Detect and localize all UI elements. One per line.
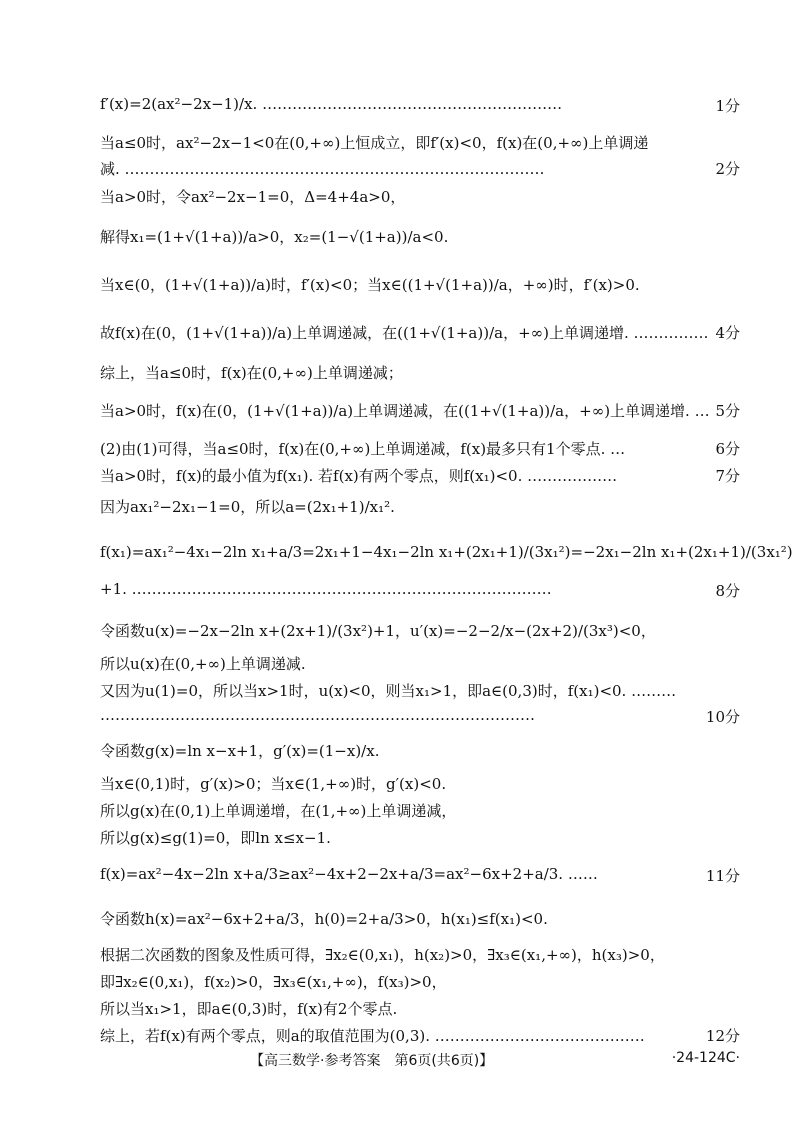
solution-line: 令函数g(x)=ln x−x+1，g′(x)=(1−x)/x.: [100, 742, 380, 760]
solution-line: 因为ax₁²−2x₁−1=0，所以a=(2x₁+1)/x₁².: [100, 498, 395, 516]
solution-line: 综上，当a≤0时，f(x)在(0,+∞)上单调递减；: [100, 364, 403, 382]
solution-line: 解得x₁=(1+√(1+a))/a>0，x₂=(1−√(1+a))/a<0.: [100, 228, 449, 246]
solution-line: f(x₁)=ax₁²−4x₁−2ln x₁+a/3=2x₁+1−4x₁−2ln x₁+(2x₁+1)/(3x₁²)=−2x₁−2ln x₁+(2x₁+1)/(3x₁²): [100, 543, 793, 561]
solution-line: 当a>0时，f(x)的最小值为f(x₁). 若f(x)有两个零点，则f(x₁)<0. ……………… 7分: [100, 467, 740, 485]
solution-line: 所以当x₁>1，即a∈(0,3)时，f(x)有2个零点.: [100, 1000, 398, 1018]
score-mark: 10分: [705, 708, 740, 726]
solution-line: 所以g(x)在(0,1)上单调递增，在(1,+∞)上单调递减，: [100, 802, 457, 820]
footer-title: 【高三数学·参考答案 第6页(共6页)】: [250, 1053, 494, 1069]
solution-line: 所以u(x)在(0,+∞)上单调递减.: [100, 655, 306, 673]
solution-line: +1. ………………………………………………………………………… 8分: [100, 580, 740, 600]
solution-line: 令函数h(x)=ax²−6x+2+a/3，h(0)=2+a/3>0，h(x₁)≤f(x₁)<0.: [100, 910, 548, 928]
solution-line: 令函数u(x)=−2x−2ln x+(2x+1)/(3x²)+1，u′(x)=−2−2/x−(2x+2)/(3x³)<0，: [100, 622, 656, 640]
solution-line: 即∃x₂∈(0,x₁)，f(x₂)>0，∃x₃∈(x₁,+∞)，f(x₃)>0，: [100, 973, 447, 991]
solution-line: 当x∈(0，(1+√(1+a))/a)时，f′(x)<0；当x∈((1+√(1+a))/a，+∞)时，f′(x)>0.: [100, 276, 640, 294]
solution-line: 综上，若f(x)有两个零点，则a的取值范围为(0,3). …………………………………… 12分: [100, 1027, 740, 1045]
footer-code: ·24-124C·: [671, 1050, 740, 1066]
solution-line: 又因为u(1)=0，所以当x>1时，u(x)<0，则当x₁>1，即a∈(0,3)时，f(x₁)<0. ………: [100, 682, 677, 700]
solution-line: 当a>0时，f(x)在(0，(1+√(1+a))/a)上单调递减，在((1+√(1+a))/a，+∞)上单调递增. … 5分: [100, 402, 740, 420]
solution-line: …………………………………………………………………………… 10分: [100, 706, 740, 726]
solution-line: 减. ………………………………………………………………………… 2分: [100, 160, 740, 178]
score-mark: 4分: [715, 324, 740, 342]
solution-line: 当a>0时，令ax²−2x−1=0，Δ=4+4a>0，: [100, 188, 406, 206]
solution-line: 当a≤0时，ax²−2x−1<0在(0,+∞)上恒成立，即f′(x)<0，f(x)在(0,+∞)上单调递: [100, 134, 649, 152]
score-mark: 6分: [715, 440, 740, 458]
score-mark: 11分: [705, 867, 740, 885]
solution-line: (2)由(1)可得，当a≤0时，f(x)在(0,+∞)上单调递减，f(x)最多只有1个零点. … 6分: [100, 440, 740, 458]
solution-line: 当x∈(0,1)时，g′(x)>0；当x∈(1,+∞)时，g′(x)<0.: [100, 775, 447, 793]
solution-line: 所以g(x)≤g(1)=0，即ln x≤x−1.: [100, 829, 331, 847]
score-mark: 8分: [715, 582, 740, 600]
score-mark: 12分: [705, 1027, 740, 1045]
solution-line: f(x)=ax²−4x−2ln x+a/3≥ax²−4x+2−2x+a/3=ax²−6x+2+a/3. …… 11分: [100, 865, 740, 885]
solution-line: 根据二次函数的图象及性质可得，∃x₂∈(0,x₁)，h(x₂)>0，∃x₃∈(x₁,+∞)，h(x₃)>0，: [100, 946, 665, 964]
score-mark: 5分: [715, 402, 740, 420]
solution-line: 故f(x)在(0，(1+√(1+a))/a)上单调递减，在((1+√(1+a))/a，+∞)上单调递增. …………… 4分: [100, 324, 740, 342]
score-mark: 7分: [715, 467, 740, 485]
score-mark: 2分: [715, 160, 740, 178]
solution-line: f′(x)=2(ax²−2x−1)/x. …………………………………………………… 1分: [100, 95, 740, 115]
score-mark: 1分: [715, 97, 740, 115]
